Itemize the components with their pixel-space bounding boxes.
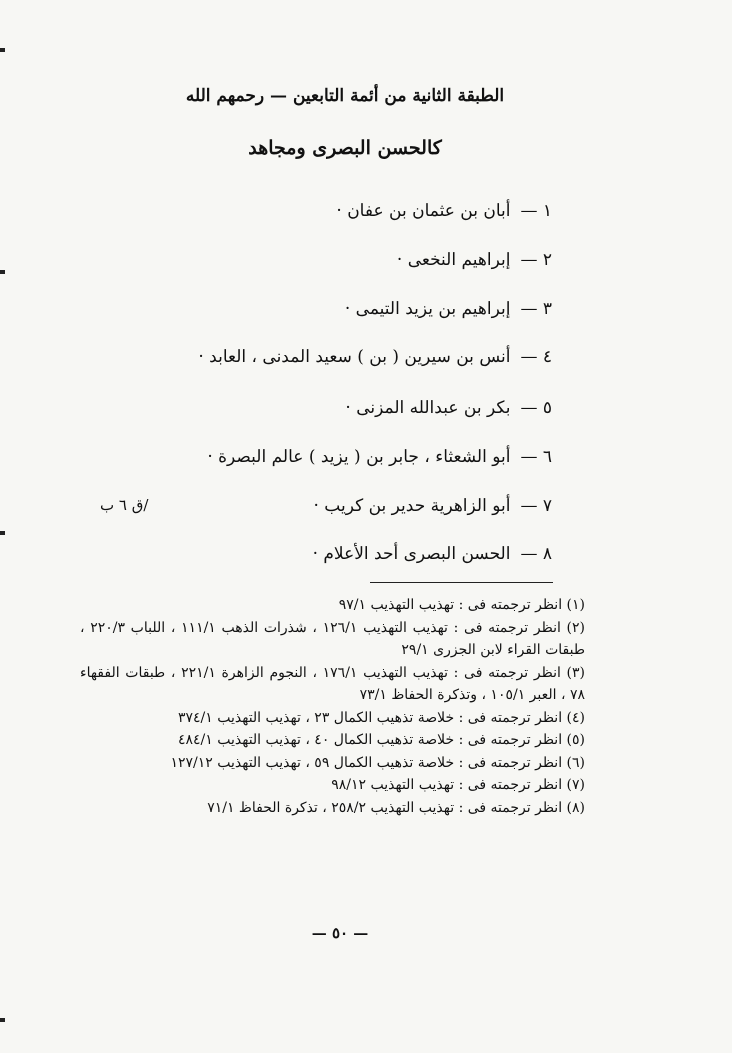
list-item-text: الحسن البصرى أحد الأعلام · (312, 544, 511, 564)
list-item-text: إبراهيم بن يزيد التيمى · (344, 299, 511, 319)
scan-edge-mark (0, 531, 5, 535)
footnote: (٢) انظر ترجمته فى : تهذيب التهذيب ١٢٦/١ ، شذرات الذهب ١١١/١ ، اللباب ٢٢٠/٣ ، طبقات القراء لابن الجزرى ٢٩/١ (80, 619, 585, 658)
list-item-number: ٨ — (520, 544, 552, 564)
list-item-text: أنس بن سيرين ( بن ) سعيد المدنى ، العابد · (198, 347, 511, 367)
list-item-text: أبو الزاهرية حدير بن كريب · (313, 496, 511, 516)
list-item (313, 496, 552, 516)
margin-folio-note: /ق ٦ ب (100, 496, 149, 514)
list-item-number: ٣ — (520, 299, 552, 319)
footnote: (٨) انظر ترجمته فى : تهذيب التهذيب ٢٥٨/٢ ، تذكرة الحفاظ ٧١/١ (207, 799, 585, 816)
scan-edge-mark (0, 1018, 5, 1022)
list-item-text: أبو الشعثاء ، جابر بن ( يزيد ) عالم البصرة · (207, 447, 511, 467)
scan-edge-mark (0, 270, 5, 274)
page-number: — ٥٠ — (311, 924, 369, 942)
list-item (345, 299, 552, 319)
list-item-number: ٦ — (520, 447, 552, 467)
list-item-number: ٢ — (520, 250, 552, 270)
list-item (198, 347, 552, 367)
footnote: (٦) انظر ترجمته فى : خلاصة تذهيب الكمال ٥٩ ، تهذيب التهذيب ١٢٧/١٢ (170, 754, 585, 771)
list-item-text: أبان بن عثمان بن عفان · (336, 201, 511, 221)
footnote-divider (370, 582, 553, 583)
list-item-number: ١ — (520, 201, 552, 221)
list-item (313, 544, 552, 564)
list-item-number: ٥ — (520, 398, 552, 418)
list-item (397, 250, 552, 270)
scan-edge-mark (0, 48, 5, 52)
page-subtitle: كالحسن البصرى ومجاهد (248, 137, 442, 159)
footnotes (80, 594, 585, 819)
list-item (345, 398, 552, 418)
list-item-text: بكر بن عبدالله المزنى · (345, 398, 511, 418)
list-item (207, 447, 552, 467)
footnote: (٤) انظر ترجمته فى : خلاصة تذهيب الكمال ٢٣ ، تهذيب التهذيب ٣٧٤/١ (178, 709, 585, 726)
footnote: (٥) انظر ترجمته فى : خلاصة تذهيب الكمال ٤٠ ، تهذيب التهذيب ٤٨٤/١ (178, 732, 585, 748)
list-item (336, 201, 552, 221)
footnote: (٧) انظر ترجمته فى : تهذيب التهذيب ٩٨/١٢ (331, 777, 585, 793)
footnote: (١) انظر ترجمته فى : تهذيب التهذيب ٩٧/١ (338, 597, 585, 613)
list-item-number: ٤ — (520, 347, 552, 367)
list-item-number: ٧ — (520, 496, 552, 516)
list-item-text: إبراهيم النخعى · (396, 250, 511, 270)
footnote: (٣) انظر ترجمته فى : تهذيب التهذيب ١٧٦/١ ، النجوم الزاهرة ٢٢١/١ ، طبقات الفقهاء ٧٨ ، العبر ١٠٥/١ ، وتذكرة الحفاظ ٧٣/١ (80, 664, 585, 703)
page-title: الطبقة الثانية من أئمة التابعين — رحمهم الله (185, 86, 505, 106)
